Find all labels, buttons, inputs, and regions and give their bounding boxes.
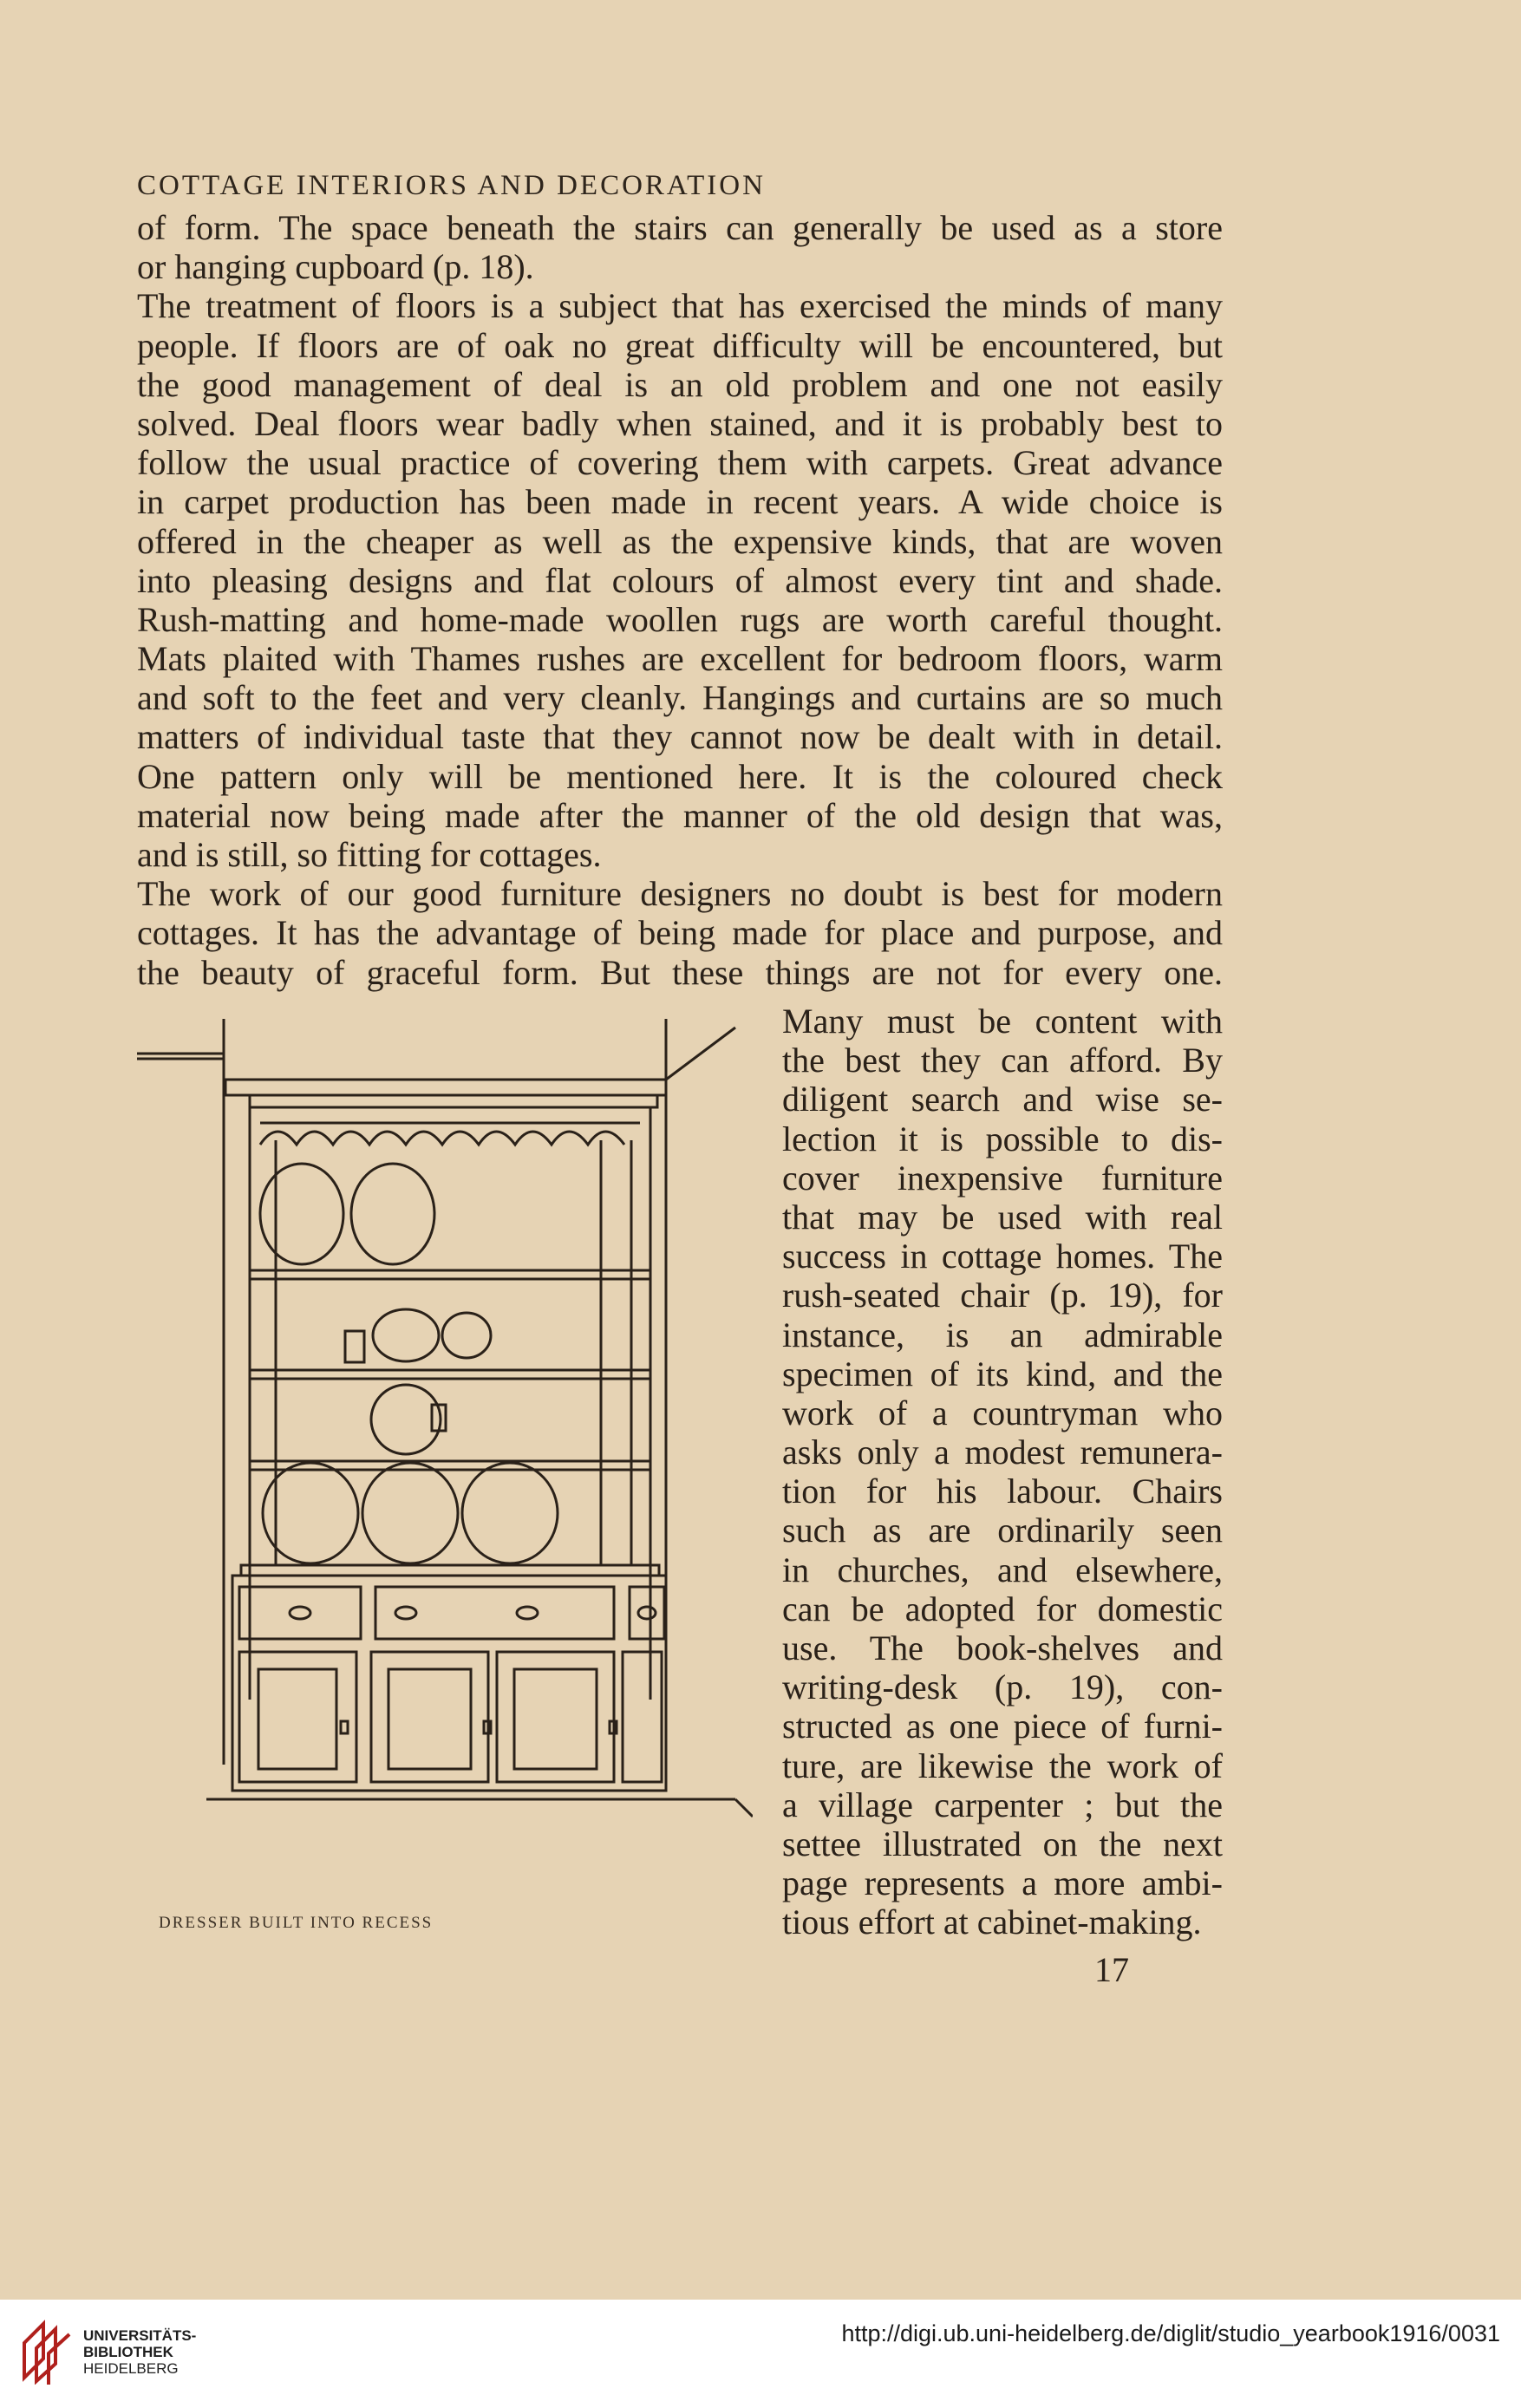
text-line: cottages. It has the advantage of being made for place and purpose, and — [137, 913, 1223, 953]
text-line: and soft to the feet and very cleanly. Hangings and curtains are so much — [137, 678, 1223, 718]
text-line: work of a countryman who — [782, 1393, 1223, 1432]
text-line: matters of individual taste that they cannot now be dealt with in detail. — [137, 717, 1223, 757]
text-line: specimen of its kind, and the — [782, 1354, 1223, 1393]
running-head: COTTAGE INTERIORS AND DECORATION — [137, 170, 766, 201]
text-line: or hanging cupboard (p. 18). — [137, 247, 534, 287]
text-line: lection it is possible to dis- — [782, 1119, 1223, 1158]
text-line: tious effort at cabinet-making. — [782, 1902, 1202, 1942]
logo-line: BIBLIOTHEK — [83, 2344, 173, 2360]
text-line: into pleasing designs and flat colours of almost every tint and shade. — [137, 560, 1223, 600]
text-line: the best they can afford. By — [782, 1041, 1223, 1080]
text-line: Mats plaited with Thames rushes are excellent for bedroom floors, warm — [137, 639, 1223, 679]
text-line: a village carpenter ; but the — [782, 1785, 1223, 1824]
viewer-footer — [0, 2300, 1521, 2408]
text-line: Many must be content with — [782, 1002, 1223, 1041]
text-line: success in cottage homes. The — [782, 1237, 1223, 1276]
text-line: cover inexpensive furniture — [782, 1158, 1223, 1197]
text-line: follow the usual practice of covering them with carpets. Great advance — [137, 443, 1223, 483]
text-line: The treatment of floors is a subject that has exercised the minds of many — [137, 286, 1223, 326]
text-line: settee illustrated on the next — [782, 1824, 1223, 1863]
text-line: of form. The space beneath the stairs can generally be used as a store — [137, 208, 1223, 247]
text-line: that may be used with real — [782, 1197, 1223, 1237]
text-line: solved. Deal floors wear badly when stained, and it is probably best to — [137, 403, 1223, 443]
text-line: in carpet production has been made in recent years. A wide choice is — [137, 482, 1223, 522]
library-logo-icon — [17, 2317, 76, 2385]
logo-line: UNIVERSITÄTS- — [83, 2327, 197, 2344]
dresser-illustration — [128, 1010, 753, 1912]
text-line: diligent search and wise se- — [782, 1080, 1223, 1119]
full-width-text — [137, 208, 1223, 992]
text-line: and is still, so fitting for cottages. — [137, 835, 602, 874]
text-line: page represents a more ambi- — [782, 1863, 1223, 1903]
library-logo-text — [83, 2327, 196, 2377]
text-line: structed as one piece of furni- — [782, 1706, 1223, 1746]
text-line: material now being made after the manner of the old design that was, — [137, 795, 1223, 835]
text-line: asks only a modest remunera- — [782, 1432, 1223, 1472]
text-line: One pattern only will be mentioned here. It is the coloured check — [137, 756, 1223, 796]
column-text — [782, 1002, 1223, 1942]
text-line: the beauty of graceful form. But these things are not for every one. — [137, 952, 1223, 992]
page-number: 17 — [1094, 1950, 1129, 1989]
text-line: use. The book-shelves and — [782, 1628, 1223, 1667]
text-line: tion for his labour. Chairs — [782, 1472, 1223, 1511]
text-line: can be adopted for domestic — [782, 1589, 1223, 1628]
text-line: instance, is an admirable — [782, 1315, 1223, 1354]
figure-caption: DRESSER BUILT INTO RECESS — [159, 1914, 434, 1932]
text-line: the good management of deal is an old problem and one not easily — [137, 364, 1223, 404]
text-line: ture, are likewise the work of — [782, 1746, 1223, 1785]
text-line: The work of our good furniture designers no doubt is best for modern — [137, 874, 1223, 914]
text-line: people. If floors are of oak no great difficulty will be encountered, but — [137, 325, 1223, 365]
logo-line: HEIDELBERG — [83, 2360, 179, 2377]
text-line: offered in the cheaper as well as the expensive kinds, that are woven — [137, 521, 1223, 561]
text-line: Rush-matting and home-made woollen rugs are worth careful thought. — [137, 599, 1223, 639]
source-url[interactable]: http://digi.ub.uni-heidelberg.de/diglit/studio_yearbook1916/0031 — [841, 2320, 1500, 2346]
text-line: rush-seated chair (p. 19), for — [782, 1276, 1223, 1315]
text-line: in churches, and elsewhere, — [782, 1550, 1223, 1589]
text-line: such as are ordinarily seen — [782, 1511, 1223, 1550]
text-line: writing-desk (p. 19), con- — [782, 1667, 1223, 1707]
